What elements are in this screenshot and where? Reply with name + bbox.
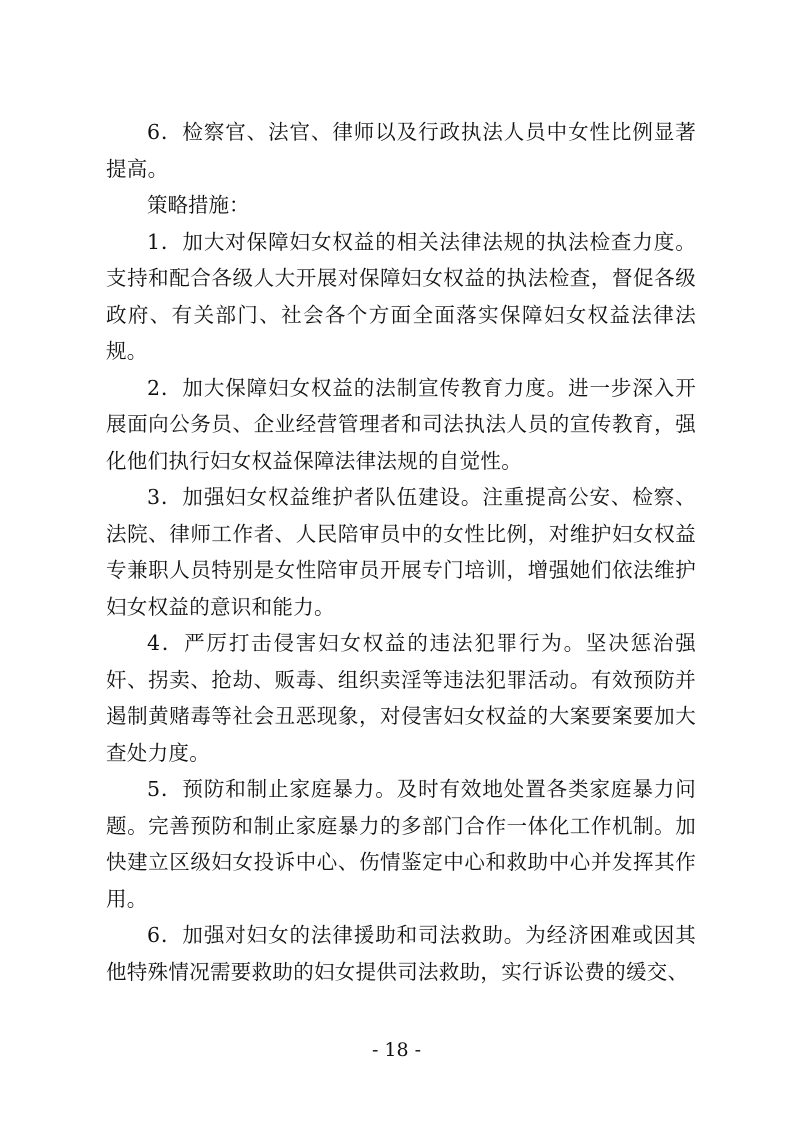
- paragraph-measure-1: 1．加大对保障妇女权益的相关法律法规的执法检查力度。支持和配合各级人大开展对保障妇女权益的执法检查，督促各级政府、有关部门、社会各个方面全面落实保障妇女权益法律法规。: [106, 229, 696, 363]
- section-heading-strategies: 策略措施：: [147, 193, 250, 217]
- paragraph-measure-2: 2．加大保障妇女权益的法制宣传教育力度。进一步深入开展面向公务员、企业经营管理者和司法执法人员的宣传教育，强化他们执行妇女权益保障法律法规的自觉性。: [106, 375, 696, 473]
- paragraph-measure-3: 3．加强妇女权益维护者队伍建设。注重提高公安、检察、法院、律师工作者、人民陪审员中的女性比例，对维护妇女权益专兼职人员特别是女性陪审员开展专门培训，增强她们依法维护妇女权益的意识和能力。: [106, 485, 696, 619]
- paragraph-measure-4: 4．严厉打击侵害妇女权益的违法犯罪行为。坚决惩治强奸、拐卖、抢劫、贩毒、组织卖淫等违法犯罪活动。有效预防并遏制黄赌毒等社会丑恶现象，对侵害妇女权益的大案要案要加大查处力度。: [106, 631, 696, 765]
- paragraph-measure-6: 6．加强对妇女的法律援助和司法救助。为经济困难或因其他特殊情况需要救助的妇女提供司法救助，实行诉讼费的缓交、: [106, 923, 696, 984]
- page-number: - 18 -: [371, 1039, 422, 1061]
- paragraph-measure-5: 5．预防和制止家庭暴力。及时有效地处置各类家庭暴力问题。完善预防和制止家庭暴力的多部门合作一体化工作机制。加快建立区级妇女投诉中心、伤情鉴定中心和救助中心并发挥其作用。: [106, 777, 696, 911]
- document-body: [106, 114, 696, 990]
- paragraph-goal-6: 6．检察官、法官、律师以及行政执法人员中女性比例显著提高。: [106, 120, 696, 181]
